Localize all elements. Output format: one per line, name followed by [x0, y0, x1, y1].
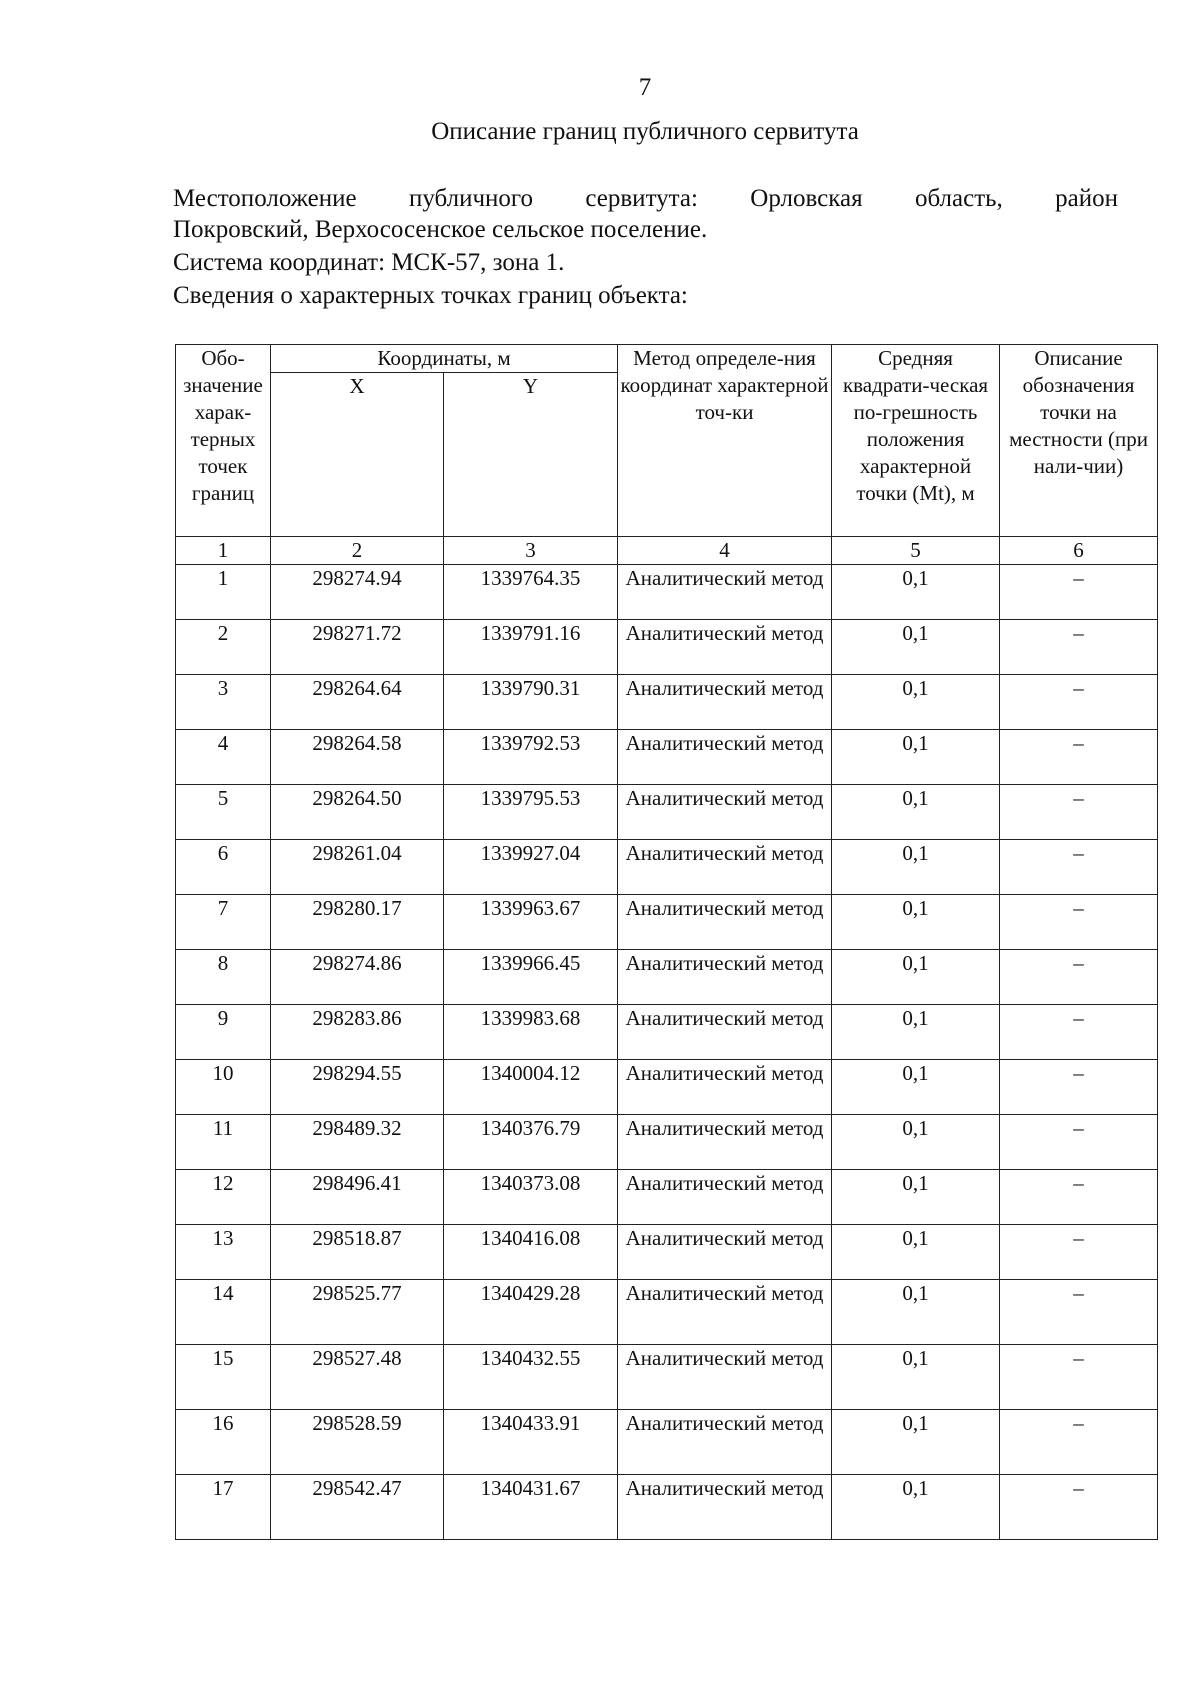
x-coordinate-cell: 298496.41 — [271, 1170, 444, 1225]
table-row — [176, 950, 1158, 1005]
description-cell: – — [1000, 1225, 1158, 1280]
method-cell: Аналитический метод — [618, 565, 832, 620]
y-coordinate-cell: 1339966.45 — [444, 950, 618, 1005]
method-cell: Аналитический метод — [618, 895, 832, 950]
description-cell: – — [1000, 1410, 1158, 1475]
y-coordinate-cell: 1339790.31 — [444, 675, 618, 730]
point-designation-cell: 10 — [176, 1060, 271, 1115]
table-row — [176, 1475, 1158, 1540]
y-coordinate-cell: 1339963.67 — [444, 895, 618, 950]
column-number: 6 — [1000, 537, 1158, 565]
points-intro: Сведения о характерных точках границ объекта: — [173, 282, 688, 309]
point-designation-cell: 8 — [176, 950, 271, 1005]
method-cell: Аналитический метод — [618, 950, 832, 1005]
method-cell: Аналитический метод — [618, 1345, 832, 1410]
method-cell: Аналитический метод — [618, 1225, 832, 1280]
header-y: Y — [444, 373, 618, 537]
table-row — [176, 1345, 1158, 1410]
table-row — [176, 675, 1158, 730]
point-designation-cell: 6 — [176, 840, 271, 895]
page-number: 7 — [638, 74, 652, 101]
point-designation-cell: 3 — [176, 675, 271, 730]
method-cell: Аналитический метод — [618, 1060, 832, 1115]
column-number: 1 — [176, 537, 271, 565]
column-number: 2 — [271, 537, 444, 565]
method-cell: Аналитический метод — [618, 1410, 832, 1475]
description-cell: – — [1000, 565, 1158, 620]
method-cell: Аналитический метод — [618, 675, 832, 730]
method-cell: Аналитический метод — [618, 1475, 832, 1540]
x-coordinate-cell: 298528.59 — [271, 1410, 444, 1475]
point-designation-cell: 4 — [176, 730, 271, 785]
table-row — [176, 620, 1158, 675]
point-designation-cell: 2 — [176, 620, 271, 675]
x-coordinate-cell: 298542.47 — [271, 1475, 444, 1540]
error-cell: 0,1 — [832, 730, 1000, 785]
description-cell: – — [1000, 1115, 1158, 1170]
description-cell: – — [1000, 1280, 1158, 1345]
error-cell: 0,1 — [832, 1115, 1000, 1170]
error-cell: 0,1 — [832, 950, 1000, 1005]
y-coordinate-cell: 1340432.55 — [444, 1345, 618, 1410]
method-cell: Аналитический метод — [618, 785, 832, 840]
table-row — [176, 730, 1158, 785]
description-cell: – — [1000, 675, 1158, 730]
y-coordinate-cell: 1339927.04 — [444, 840, 618, 895]
description-cell: – — [1000, 785, 1158, 840]
boundary-points-table — [175, 344, 1158, 1540]
x-coordinate-cell: 298525.77 — [271, 1280, 444, 1345]
table-row — [176, 1170, 1158, 1225]
x-coordinate-cell: 298264.58 — [271, 730, 444, 785]
x-coordinate-cell: 298280.17 — [271, 895, 444, 950]
description-cell: – — [1000, 1005, 1158, 1060]
description-cell: – — [1000, 950, 1158, 1005]
x-coordinate-cell: 298274.86 — [271, 950, 444, 1005]
y-coordinate-cell: 1339764.35 — [444, 565, 618, 620]
table-row — [176, 1005, 1158, 1060]
x-coordinate-cell: 298264.64 — [271, 675, 444, 730]
point-designation-cell: 15 — [176, 1345, 271, 1410]
error-cell: 0,1 — [832, 1005, 1000, 1060]
method-cell: Аналитический метод — [618, 1115, 832, 1170]
error-cell: 0,1 — [832, 840, 1000, 895]
table-row — [176, 895, 1158, 950]
point-designation-cell: 5 — [176, 785, 271, 840]
table-row — [176, 1280, 1158, 1345]
table-row — [176, 1410, 1158, 1475]
method-cell: Аналитический метод — [618, 730, 832, 785]
error-cell: 0,1 — [832, 565, 1000, 620]
header-description: Описание обозначения точки на местности (при нали-чии) — [1000, 345, 1158, 537]
point-designation-cell: 17 — [176, 1475, 271, 1540]
table-row — [176, 785, 1158, 840]
table-row — [176, 840, 1158, 895]
location-line-1: Местоположение публичного сервитута: Орловская область, район — [173, 185, 1118, 212]
error-cell: 0,1 — [832, 1475, 1000, 1540]
y-coordinate-cell: 1339795.53 — [444, 785, 618, 840]
point-designation-cell: 7 — [176, 895, 271, 950]
x-coordinate-cell: 298261.04 — [271, 840, 444, 895]
error-cell: 0,1 — [832, 1170, 1000, 1225]
error-cell: 0,1 — [832, 895, 1000, 950]
header-method: Метод определе-ния координат характерной точ-ки — [618, 345, 832, 537]
header-designation: Обо-значение харак-терных точек границ — [176, 345, 271, 537]
method-cell: Аналитический метод — [618, 1170, 832, 1225]
x-coordinate-cell: 298283.86 — [271, 1005, 444, 1060]
point-designation-cell: 14 — [176, 1280, 271, 1345]
table-row — [176, 1115, 1158, 1170]
point-designation-cell: 16 — [176, 1410, 271, 1475]
table-row — [176, 1060, 1158, 1115]
y-coordinate-cell: 1340431.67 — [444, 1475, 618, 1540]
column-number: 3 — [444, 537, 618, 565]
location-line-2: Покровский, Верхососенское сельское поселение. — [173, 216, 708, 243]
column-number: 4 — [618, 537, 832, 565]
method-cell: Аналитический метод — [618, 840, 832, 895]
point-designation-cell: 1 — [176, 565, 271, 620]
x-coordinate-cell: 298294.55 — [271, 1060, 444, 1115]
point-designation-cell: 13 — [176, 1225, 271, 1280]
y-coordinate-cell: 1339983.68 — [444, 1005, 618, 1060]
column-number: 5 — [832, 537, 1000, 565]
header-error: Средняя квадрати-ческая по-грешность положения характерной точки (Mt), м — [832, 345, 1000, 537]
description-cell: – — [1000, 1475, 1158, 1540]
x-coordinate-cell: 298274.94 — [271, 565, 444, 620]
method-cell: Аналитический метод — [618, 620, 832, 675]
document-title: Описание границ публичного сервитута — [431, 118, 859, 145]
header-x: X — [271, 373, 444, 537]
table-row — [176, 565, 1158, 620]
y-coordinate-cell: 1340373.08 — [444, 1170, 618, 1225]
description-cell: – — [1000, 1060, 1158, 1115]
description-cell: – — [1000, 895, 1158, 950]
y-coordinate-cell: 1340376.79 — [444, 1115, 618, 1170]
table-row — [176, 1225, 1158, 1280]
error-cell: 0,1 — [832, 785, 1000, 840]
point-designation-cell: 11 — [176, 1115, 271, 1170]
error-cell: 0,1 — [832, 1060, 1000, 1115]
y-coordinate-cell: 1339791.16 — [444, 620, 618, 675]
description-cell: – — [1000, 1170, 1158, 1225]
x-coordinate-cell: 298527.48 — [271, 1345, 444, 1410]
error-cell: 0,1 — [832, 1345, 1000, 1410]
method-cell: Аналитический метод — [618, 1280, 832, 1345]
coordinate-system: Система координат: МСК-57, зона 1. — [173, 249, 565, 276]
y-coordinate-cell: 1340429.28 — [444, 1280, 618, 1345]
error-cell: 0,1 — [832, 1225, 1000, 1280]
x-coordinate-cell: 298264.50 — [271, 785, 444, 840]
y-coordinate-cell: 1340416.08 — [444, 1225, 618, 1280]
method-cell: Аналитический метод — [618, 1005, 832, 1060]
description-cell: – — [1000, 620, 1158, 675]
y-coordinate-cell: 1339792.53 — [444, 730, 618, 785]
y-coordinate-cell: 1340433.91 — [444, 1410, 618, 1475]
y-coordinate-cell: 1340004.12 — [444, 1060, 618, 1115]
point-designation-cell: 9 — [176, 1005, 271, 1060]
description-cell: – — [1000, 840, 1158, 895]
point-designation-cell: 12 — [176, 1170, 271, 1225]
error-cell: 0,1 — [832, 620, 1000, 675]
x-coordinate-cell: 298489.32 — [271, 1115, 444, 1170]
error-cell: 0,1 — [832, 675, 1000, 730]
description-cell: – — [1000, 730, 1158, 785]
x-coordinate-cell: 298271.72 — [271, 620, 444, 675]
x-coordinate-cell: 298518.87 — [271, 1225, 444, 1280]
description-cell: – — [1000, 1345, 1158, 1410]
header-coordinates: Координаты, м — [271, 345, 618, 373]
error-cell: 0,1 — [832, 1280, 1000, 1345]
error-cell: 0,1 — [832, 1410, 1000, 1475]
